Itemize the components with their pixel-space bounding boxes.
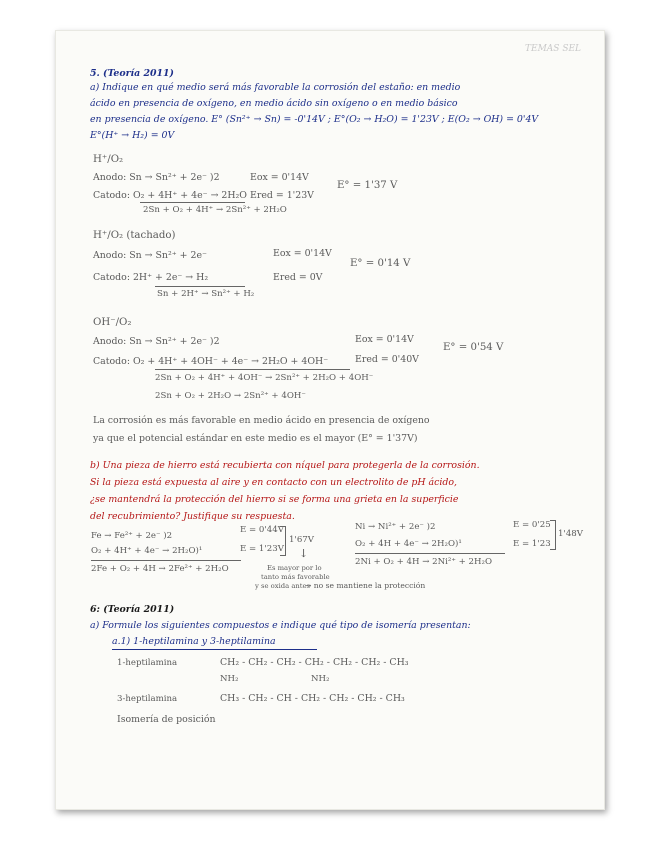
q5a-line-4: E°(H⁺ → H₂) = 0V bbox=[90, 130, 175, 141]
amine2-formula: CH₃ - CH₂ - CH - CH₂ - CH₂ - CH₂ - CH₃ bbox=[220, 693, 405, 704]
case3-total-2: 2Sn + O₂ + 2H₂O → 2Sn²⁺ + 4OH⁻ bbox=[155, 391, 306, 401]
conclusion-line-1: La corrosión es más favorable en medio ácido en presencia de oxígeno bbox=[93, 415, 430, 426]
q6a-statement: a) Formule los siguientes compuestos e indique qué tipo de isomería presentan: bbox=[90, 620, 471, 631]
q6a1-underline bbox=[112, 649, 317, 650]
case2-total: Sn + 2H⁺ → Sn²⁺ + H₂ bbox=[157, 289, 255, 299]
fe-sum: 1'67V bbox=[289, 535, 314, 545]
case1-anode: Anodo: Sn → Sn²⁺ + 2e⁻ )2 bbox=[93, 172, 220, 183]
q5a-line-3: en presencia de oxígeno. E° (Sn²⁺ → Sn) = -0'14V ; E°(O₂ → H₂O) = 1'23V ; E(O₂ → OH) = 0'4V bbox=[90, 114, 539, 125]
q5b-line-4: del recubrimiento? Justifique su respuesta. bbox=[90, 511, 295, 522]
case2-cathode: Catodo: 2H⁺ + 2e⁻ → H₂ bbox=[93, 272, 209, 283]
ni-sum: 1'48V bbox=[558, 529, 583, 539]
amine2-name: 3-heptilamina bbox=[117, 694, 178, 704]
q5a-line-2: ácido en presencia de oxígeno, en medio ácido sin oxígeno o en medio básico bbox=[90, 98, 458, 109]
case3-eo: E° = 0'54 V bbox=[443, 342, 504, 353]
case2-heading: H⁺/O₂ (tachado) bbox=[93, 230, 176, 241]
ni-e2: E = 1'23 bbox=[513, 539, 551, 549]
case1-total: 2Sn + O₂ + 4H⁺ → 2Sn²⁺ + 2H₂O bbox=[143, 205, 287, 215]
case3-ered: Ered = 0'40V bbox=[355, 354, 419, 365]
case2-ered: Ered = 0V bbox=[273, 272, 323, 283]
isomerism-answer: Isomería de posición bbox=[117, 714, 216, 725]
case2-eox: Eox = 0'14V bbox=[273, 248, 332, 259]
case1-ered: Ered = 1'23V bbox=[250, 190, 314, 201]
amine1-formula: CH₂ - CH₂ - CH₂ - CH₂ - CH₂ - CH₂ - CH₃ bbox=[220, 657, 409, 668]
fe-e2: E = 1'23V bbox=[240, 544, 284, 554]
q5b-line-1: b) Una pieza de hierro está recubierta con níquel para protegerla de la corrosión. bbox=[90, 460, 480, 471]
q6a1-statement: a.1) 1-heptilamina y 3-heptilamina bbox=[112, 636, 276, 647]
bleed-through-text: TEMAS SEL bbox=[525, 44, 582, 54]
q5b-line-3: ¿se mantendrá la protección del hierro si se forma una grieta en la superficie bbox=[90, 494, 459, 505]
ni-e1: E = 0'25 bbox=[513, 520, 551, 530]
case3-anode: Anodo: Sn → Sn²⁺ + 2e⁻ )2 bbox=[93, 336, 220, 347]
fe-bracket bbox=[280, 526, 286, 556]
ni-reaction-2: O₂ + 4H + 4e⁻ → 2H₂O)¹ bbox=[355, 539, 462, 549]
case1-cathode: Catodo: O₂ + 4H⁺ + 4e⁻ → 2H₂O bbox=[93, 190, 247, 201]
case2-sum-line bbox=[155, 286, 245, 287]
fe-total: 2Fe + O₂ + 4H → 2Fe²⁺ + 2H₂O bbox=[91, 564, 229, 574]
case3-heading: OH⁻/O₂ bbox=[93, 317, 132, 328]
conclusion-line-2: ya que el potencial estándar en este medio es el mayor (E° = 1'37V) bbox=[93, 433, 418, 444]
case2-eo: E° = 0'14 V bbox=[350, 258, 411, 269]
q5a-line-1: a) Indique en qué medio será más favorable la corrosión del estaño: en medio bbox=[90, 82, 461, 93]
case1-sum-line bbox=[140, 202, 245, 203]
case1-heading: H⁺/O₂ bbox=[93, 154, 124, 165]
fe-note-2: tanto más favorable bbox=[261, 573, 330, 581]
q5-title: 5. (Teoría 2011) bbox=[90, 68, 174, 79]
ni-sum-line bbox=[355, 553, 505, 554]
amine2-substituent: NH₂ bbox=[311, 674, 330, 684]
fe-reaction-1: Fe → Fe²⁺ + 2e⁻ )2 bbox=[91, 531, 173, 541]
notebook-page bbox=[55, 30, 605, 810]
case3-cathode: Catodo: O₂ + 4H⁺ + 4OH⁻ + 4e⁻ → 2H₂O + 4OH⁻ bbox=[93, 356, 329, 367]
amine1-substituent: NH₂ bbox=[220, 674, 239, 684]
fe-note-3: y se oxida antes bbox=[255, 582, 311, 590]
case1-eox: Eox = 0'14V bbox=[250, 172, 309, 183]
case3-eox: Eox = 0'14V bbox=[355, 334, 414, 345]
q6-title: 6: (Teoría 2011) bbox=[90, 604, 175, 615]
case3-sum-line bbox=[155, 369, 350, 370]
fe-e1: E = 0'44V bbox=[240, 525, 284, 535]
ni-conclusion: → no se mantiene la protección bbox=[305, 581, 426, 590]
amine1-name: 1-heptilamina bbox=[117, 658, 178, 668]
case1-eo: E° = 1'37 V bbox=[337, 180, 398, 191]
ni-total: 2Ni + O₂ + 4H → 2Ni²⁺ + 2H₂O bbox=[355, 557, 493, 567]
ni-reaction-1: Ni → Ni²⁺ + 2e⁻ )2 bbox=[355, 522, 436, 532]
fe-arrow: ↓ bbox=[299, 547, 309, 560]
fe-sum-line bbox=[91, 560, 241, 561]
fe-note-1: Es mayor por lo bbox=[267, 564, 322, 572]
fe-reaction-2: O₂ + 4H⁺ + 4e⁻ → 2H₂O)¹ bbox=[91, 546, 203, 556]
case3-total-1: 2Sn + O₂ + 4H⁺ + 4OH⁻ → 2Sn²⁺ + 2H₂O + 4OH⁻ bbox=[155, 373, 374, 383]
case2-anode: Anodo: Sn → Sn²⁺ + 2e⁻ bbox=[93, 250, 207, 261]
q5b-line-2: Si la pieza está expuesta al aire y en contacto con un electrolito de pH ácido, bbox=[90, 477, 457, 488]
ni-bracket bbox=[550, 520, 556, 550]
